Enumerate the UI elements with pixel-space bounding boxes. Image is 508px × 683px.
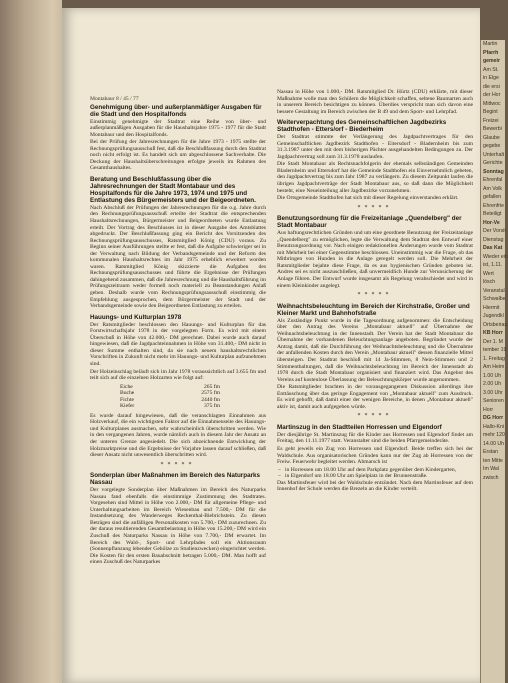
adjacent-page-fragment: Schwalbe (483, 296, 506, 302)
heading-hauungsplan: Hauungs- und Kulturplan 1978 (90, 313, 182, 321)
table-row: Kiefer 375 fm (120, 403, 220, 410)
adjacent-page-fragment: Pfarrh (483, 49, 499, 56)
adjacent-page-fragment: Im Wal (483, 466, 499, 472)
adjacent-page-fragment: Der 1. M (483, 338, 503, 345)
table-row: Fichte 2440 fm (120, 396, 220, 403)
adjacent-page-fragment: Das Kat (483, 245, 503, 251)
adjacent-page-fragment: 3.00 Uhr (483, 389, 503, 396)
adjacent-page-fragment: Wert (483, 270, 494, 277)
paragraph: Es wurde darauf hingewiesen, daß die veranschlagten Einnahmen aus Holzverkauf, die ein wichtigsten Faktor auf die Einnahmenseite des Hauungs- und Kulturplanes ausmachen, sehr wahrscheinlich überschritten werden. Wie in den vergangenen Jahren, wurde nämlich auch in diesem Jahr der Ansatz an der unteren Grenze angesiedelt. Die sich abzeichnende Entwicklung der Holzmarktpreise und die Ergebnisse der Vorjahre lassen darauf schließen, daß dieser Ansatz nicht unwesentlich überschritten wird. (90, 412, 266, 459)
adjacent-page-fragment: 2.00 Uh (483, 381, 502, 387)
separator: ***** (357, 204, 393, 211)
heading-jagdbezirk: Weiterverpachtung des Gemeinschaftlichen Jagdbezirks Stadthofen - Etters/orf - Biederheim (277, 119, 447, 134)
heading-weihnachtsbeleuchtung: Weihnachtsbeleuchtung im Bereich der Kirchstraße, Großer und Kleiner Markt und Bahnhofstraße (277, 302, 470, 317)
paragraph: Die Ortsgemeinde Stadthofen hat sich mit dieser Regelung einverstanden erklärt. (277, 195, 459, 202)
adjacent-page-fragment: Erstan (483, 449, 498, 455)
paragraph: Als Zuständige Punkt wurde in die Tagesordnung aufgenommen: die Entscheidung über den Antrag des Vereins „Montabaur aktuell" auf Übernahme der Weihnachtsbeleuchtung in der Innenstadt. Der Verein hat der Stadt Montabaur die Übernahme der vorhandenen Beleuchtungsanlage angeboten. Begründet wurde der Antrag damit, daß die Durchführung der Weihnachtsbeleuchtung und die Übernahme der anfallenden Kosten durch den Verein „Montabaur aktuell" dessen finanzielle Mittel übersteigen. Der Stadtrat beschloß mit 14 Ja-Stimmen, 8 Nein-Stimmen und 2 Stimmenthaltungen, daß die Weihnachtsbeleuchtung im Bereich der Innenstadt ab 1978 durch die Stadt Montabaur organisiert und finanziert wird. Das Angebot des Vereins auf kostenlose Überlassung der Beleuchtungskörper wurde angenommen. (277, 317, 473, 383)
adjacent-page-fragment: Hiermit (483, 304, 500, 311)
paragraph: Der Ratsmitglieder beschlossen den Hauungs- und Kulturplan für das Forstwirtschaftsjahr 1978 in der vorgelegten Form. Es wird mit einem Überschuß in Höhe von 42.000,- DM gerechnet. Dabei wurde auch darauf hingewiesen, daß die Jagdpachteinnahmen in Höhe von 31.400,- DM nicht in dieser Summe enthalten sind, da sie nach neuem haushaltsrechtlichen Vorschriften in Zukunft nicht mehr im Hauungs- und Kulturplan aufzunehmen sind. (90, 321, 266, 367)
adjacent-page-fragment: Ehrenfrie (483, 202, 505, 209)
wood-table (120, 384, 266, 410)
adjacent-page-fragment: Dienstag (483, 236, 504, 243)
adjacent-page-fragment: in Elge (483, 75, 499, 81)
separator: ***** (160, 461, 196, 468)
adjacent-page-edge (480, 40, 508, 683)
adjacent-page-fragment: ist, 1.11. (483, 262, 503, 268)
paragraph: Der Stadtrat stimmte der Verlängerung des Jagdpachtvertrages für den Gemeinschaftlichen Jagdbezirk Stadthofen - Eitersdorf - Bladernheim bis zum 31.3.1987 unter den mit dem bisherigen Pächter ausgehandelten Bedingungen zu. Der Jagdpachtvertrag soll zum 31.3.1978 auslaufen. (277, 134, 473, 160)
paragraph: Bei der Prüfung der Jahresrechnungen für die Jahre 1973 - 1975 stellte der Rechnungsprüfungsausschuß fest, daß die Beschlußfassung durch den Stadtrat noch nicht erfolgt ist. Es handelt sich um abgeschlossene Sachverhalte. Die Deckung der Haushaltsüberschreitungen erfolgte jeweils im Rahmen des Gesamthaushaltes. (90, 139, 266, 172)
adjacent-page-fragment: KB Horr (483, 330, 503, 336)
adjacent-page-fragment: ten Mitte (483, 457, 503, 464)
adjacent-page-fragment: Horr (483, 406, 494, 413)
paragraph: Der vorgelegte Sonderplan über Maßnahmen im Bereich des Naturparks Nassau fand ebenfalls die einstimmige Zustimmung des Stadtrates. Vorgesehen sind Mittel in Höhe von 2.000,- DM für allgemeine Pflege- und Unterhaltungsarbeiten im Bereich Wiesenbau und 7.500,- DM für die Instandsetzung des Wanderweges Reckenthal-Biebrichstein. Zu diesen Beträgen sind die anfälligen Personalkosten von 5.700,- DM zuzurechnen. Zu der daraus resultierenden Gesamtbelastung in Höhe von 15.200,- DM wird ein Zuschuß des Naturparks Nassau in Höhe von 7.700,- DM erwartet. Im Bereich des Wald-, Sport- und Lehrpfades soll ein Aktionsraum (Sonnenpflanzung lebender Gehölze zu Studienzwecken) eingerichtet werden. Die Kosten für den ersten Bauabschnitt betragen 5.000,- DM. Man hofft auf einen Zuschuß des Naturparkes (90, 487, 266, 566)
paragraph: Nassau in Höhe von 1.000,- DM. Ratsmitglied Dr. Hürtz (CDU) erklärte, mit dieser Maßnahme wolle man den Schülern die Möglichkeit schaffen, seltene Baumarten auch in unserem Bereich besichtigen zu können. Überdies verspricht man sich davon eine bessere Gestaltung im Bereich zwischen der B 49 und dem Sport- und Lehrpfad. (277, 89, 473, 115)
adjacent-page-fragment: Veranstal (483, 287, 505, 294)
adjacent-page-fragment: Ehrenfal (483, 177, 503, 183)
adjacent-page-fragment: Martin (483, 41, 498, 47)
adjacent-page-fragment: 1. Freitag (483, 355, 505, 362)
adjacent-page-fragment: Gerichte (483, 160, 503, 166)
adjacent-page-fragment: tember 19 (483, 347, 507, 353)
heading-freizeitanlage: Benutzungsordnung für die Freizeitanlage „Quendelberg" der Stadt Montabaur (277, 215, 462, 230)
paragraph: Die Stadt Montabaur als Rechtsnachfolgerin der ehemals selbständigen Gemeinden Bladernheim und Ettersdorf hat die Gemeinde Stadthofen ein Einvernehmlich gebeten, den Jagdpachtvertrag bis zum Jahr 1987 zu verlängern. Zu diesem Zeitpunkt laufen die übrigen Jagdpachtverträge der Stadt Montabaur aus, so daß dann die Möglichkeit besteht, eine Neueinteilung aller Jagdbezirke vorzunehmen. (277, 161, 473, 194)
adjacent-page-fragment: 1.00 Uh (483, 372, 502, 379)
adjacent-page-fragment: Senioren (483, 398, 504, 404)
adjacent-page-fragment: Ortsbeiras (483, 321, 507, 328)
adjacent-page-fragment: Bewerbi (483, 126, 502, 132)
adjacent-page-fragment: gemeir (483, 58, 501, 64)
heading-naturpark: Sonderplan über Maßnahmen im Bereich des Naturparks Nassau (90, 472, 261, 487)
heading-jahresrechnungen: Beratung und Beschlußfassung über die Jahresrechnungen der Stadt Montabaur und des Hospitalfonds für die Jahre 1973, 1974 und 1975 und Entlastung des Bürgermeisters und der Beigeordneten. (90, 175, 256, 204)
paragraph: Das Martinsfeuer wird bei der Waldschule entzündet. Nach dem Martinsfeuer auf dem Innenhof der Schule werden die Brezeln an die Kinder verteilt. (277, 479, 473, 493)
adjacent-page-fragment: Unterhalt (483, 151, 505, 158)
adjacent-page-fragment: Glaube (483, 134, 500, 141)
book-binding (0, 0, 62, 683)
departure-list (277, 467, 473, 480)
table-row: Eiche 265 fm (120, 383, 220, 390)
separator: ***** (357, 413, 393, 420)
paragraph: Der Holzeinschlag beläuft sich im Jahr 1978 voraussichtlich auf 3.655 fm und teilt sich auf die einzelnen Holzarten wie folgt auf: (90, 368, 266, 382)
paragraph: Einstimmig genehmigte der Stadtrat eine Reihe von über- und außerplanmäßigen Ausgaben für die Haushaltsjahre 1975 - 1977 für die Stadt Montabaur und den Hospitalfonds. (90, 118, 266, 138)
adjacent-page-fragment: Sonntag (483, 168, 504, 175)
list-item: – in Horressen um 18.00 Uhr auf dem Parkplatz gegenüber dem Kindergarten, (285, 467, 473, 474)
adjacent-page-fragment: gefallen (483, 194, 502, 200)
document-page (62, 8, 480, 683)
left-column (90, 96, 266, 567)
adjacent-page-fragment: Freizei (483, 117, 499, 124)
heading-ausgaben: Genehmigung über- und außerplanmäßiger Ausgaben für die Stadt und den Hospitalfonds (90, 103, 262, 118)
paragraph: Nach Abschluß der Prüfungen der Jahresrechnungen für die o.g. Jahre durch den Rechnungsprüfungsausschuß erteilte der Stadtrat die entsprechenden Haushaltsrechnungen, Bürgermeister und Beigeordneten wurde Entlastung erteilt. Der Vortrag des Beschlusses ist in dieser Ausgabe des Amtsblattes abgedruckt. Der Beschlußfassung ging ein Bericht des Vorsitzenden des Rechnungsprüfungsausschusses, Ratsmitglied König (CDU) voraus. Zu Beginn seiner Ausführungen stellte er fest, daß die Aufgabe schwieriger sei in der Verwaltung nach Bildung der Verbandsgemeinde und der Reform des kommunalen Haushaltsrechtes im Jahr 1975 erheblich erweitert worden waren. Ratsmitglied König skizzierte die Aufgaben des Rechnungsprüfungsausschusses und führte die Ergebnisse der Prüfungen dahingehend zusammen, daß die Jahresrechnung und die Haushaltsführung im Prüfungszeitraum weder formell noch materiell zu Beanstandungen Anlaß geben. Deshalb wurde vom Rechnungsprüfungsausschuß einstimmig die Empfehlung ausgesprochen, dem Bürgermeister der Stadt und der Verbandsgemeinde sowie den Beigeordneten Entlastung zu erteilen. (90, 204, 266, 310)
adjacent-page-fragment: DG Horr (483, 415, 504, 421)
adjacent-page-fragment: 14.00 Uh (483, 440, 505, 447)
adjacent-page-fragment: Hallo-Kni (483, 423, 505, 430)
adjacent-page-fragment: lösch (483, 279, 496, 285)
table-row: Buche 2575 fm (120, 390, 220, 397)
adjacent-page-fragment: Der Vorsit (483, 228, 506, 234)
adjacent-page-fragment: Am St. (483, 66, 499, 73)
adjacent-page-fragment: zwisch (483, 474, 499, 481)
adjacent-page-fragment: mehr 120 (483, 432, 505, 438)
list-item: – in Elgendorf um 18.00 Uhr am Spielplatz in der Brunnenstraße. (285, 473, 473, 480)
adjacent-page-fragment: Am Volk (483, 185, 503, 192)
adjacent-page-fragment: Wieder ein (483, 253, 508, 260)
adjacent-page-fragment: Hor-Ve (483, 219, 500, 226)
paragraph: Aus haftungsrechtlichen Gründen und um eine geordnete Benutzung der Freizeitanlage „Quendelberg" zu ermöglichen, legte die Verwaltung dem Stadtrat den Entwurf einer Benutzungsordnung vor. Nach einigen redaktionellen Änderungen wurde vom Stadtrat mit Mehrheit bei einer Gegenstimme beschlossen. Uneinstimmig war die Frage, ob das Mitbringen von Hunden in die Anlage geregelt werden soll. Die Mehrheit der Ratsmitglieder bejahte diese Frage, da es aus hygienischen Gründen geboten ist. Andres sei es nicht auszuschließen, daß unvermeidlich Hunde zur Verunsicherung der Anlage führen. Der Entwurf wurde insgesamt als Regelung verabschiedet und wird in einem Kleinkinder angelegt. (277, 230, 473, 289)
separator: ***** (357, 292, 393, 299)
adjacent-page-fragment: die ersi (483, 83, 500, 90)
heading-martinszug: Martinszug in den Stadtteilen Horressen und Elgendorf (277, 423, 442, 431)
adjacent-page-fragment: Begint (483, 109, 498, 115)
adjacent-page-fragment: gegebe (483, 143, 501, 149)
paragraph: Der diesjährige St. Martinszug für die Kinder aus Horressen und Elgendorf findet am Freitag, den 11.11.1977 statt. Veranstalter sind die beiden Pfarrgemeinderäte. (277, 431, 473, 445)
paragraph: Die Ratsmitglieder brachten in der vorausgegangenen Diskussion allerdings ihre Enttäuschung über das geringe Engagement von „Montabaur aktuell" zum Ausdruck. Es wird gehofft, daß damit einer der wenigen Bereiche, in denen „Montabaur aktuell" aktiv ist, damit auch aufgegeben würde. (277, 384, 473, 410)
adjacent-page-fragment: Beteiligt (483, 211, 502, 217)
right-column (277, 89, 473, 494)
adjacent-page-fragment: Mittwoc (483, 100, 501, 107)
adjacent-page-fragment: Am Heim (483, 364, 505, 370)
page-reference: Montabaur 8 / 45 / 77 (90, 96, 139, 102)
adjacent-page-fragment: der Hor (483, 92, 501, 98)
adjacent-page-fragment: Jugendkl (483, 313, 504, 319)
paragraph: Es geht jeweils ein Zug von Horressen und Elgendorf. Beide treffen sich bei der Waldschule. Aus organisatorischen Gründen kann nur der Zug ab Horressen von der Freiw. Feuerwehr begleitet werden. Abmarsch ist (277, 445, 473, 466)
